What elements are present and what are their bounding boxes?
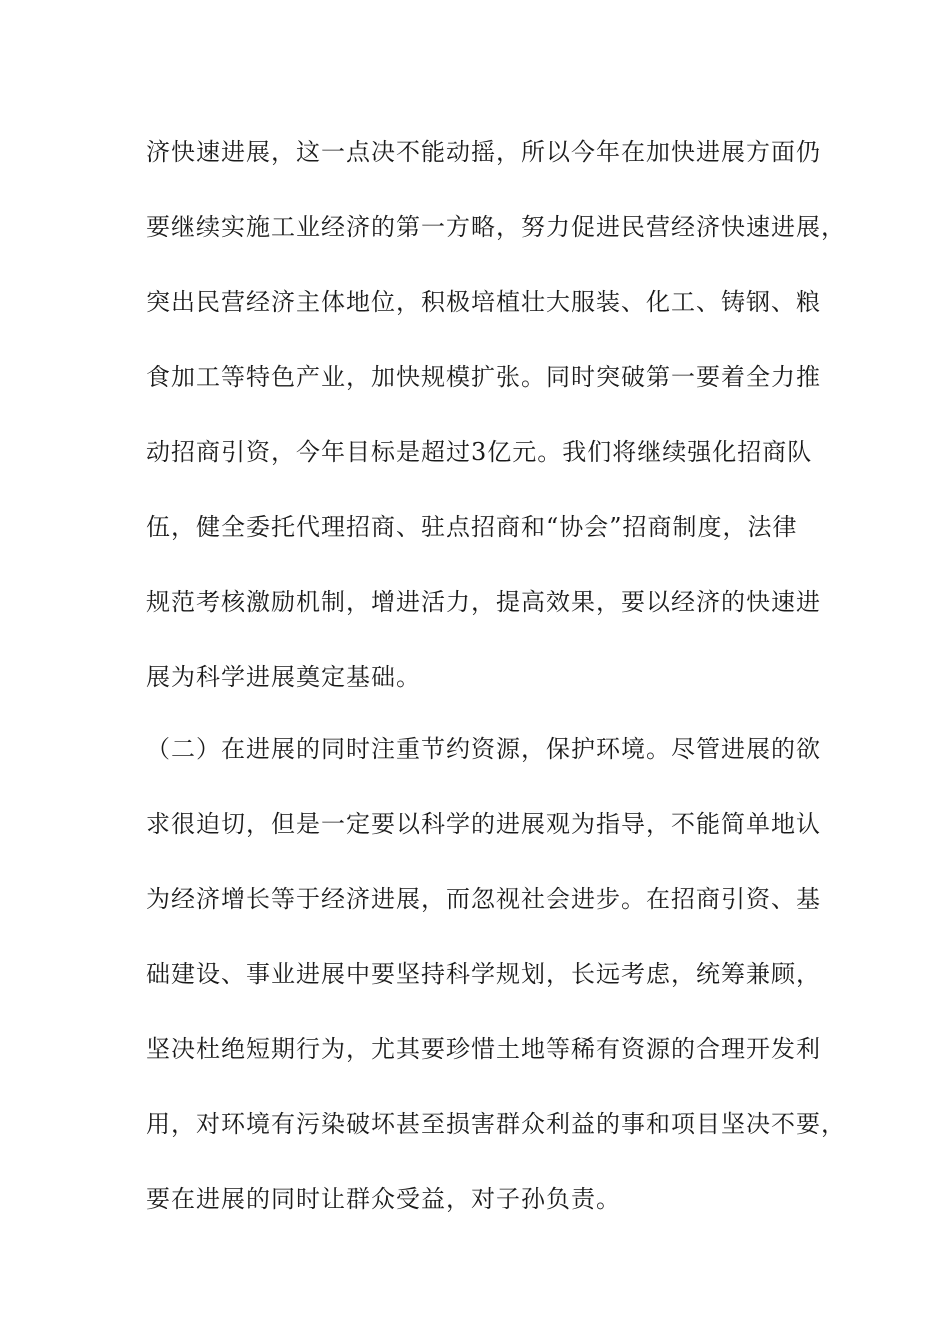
text-line: 突出民营经济主体地位，积极培植壮大服装、化工、铸钢、粮 xyxy=(146,288,821,316)
section-heading-line: （二）在进展的同时注重节约资源，保护环境。尽管进展的欲 xyxy=(146,735,821,763)
text-line: 求很迫切，但是一定要以科学的进展观为指导，不能简单地认 xyxy=(146,810,821,838)
text-line: 济快速进展，这一点决不能动摇，所以今年在加快进展方面仍 xyxy=(146,138,821,166)
text-line: 要在进展的同时让群众受益，对子孙负责。 xyxy=(146,1185,621,1213)
text-line: 展为科学进展奠定基础。 xyxy=(146,663,421,691)
text-line: 食加工等特色产业，加快规模扩张。同时突破第一要着全力推 xyxy=(146,363,821,391)
text-line: 础建设、事业进展中要坚持科学规划，长远考虑，统筹兼顾， xyxy=(146,960,821,988)
text-line: 用，对环境有污染破坏甚至损害群众利益的事和项目坚决不要， xyxy=(146,1110,846,1138)
text-line: 规范考核激励机制，增进活力，提高效果，要以经济的快速进 xyxy=(146,588,821,616)
text-line: 伍，健全委托代理招商、驻点招商和“协会”招商制度，法律 xyxy=(146,513,798,541)
text-line: 动招商引资，今年目标是超过3亿元。我们将继续强化招商队 xyxy=(146,438,813,466)
text-line: 为经济增长等于经济进展，而忽视社会进步。在招商引资、基 xyxy=(146,885,821,913)
text-line: 要继续实施工业经济的第一方略，努力促进民营经济快速进展， xyxy=(146,213,846,241)
text-line: 坚决杜绝短期行为，尤其要珍惜土地等稀有资源的合理开发利 xyxy=(146,1035,821,1063)
